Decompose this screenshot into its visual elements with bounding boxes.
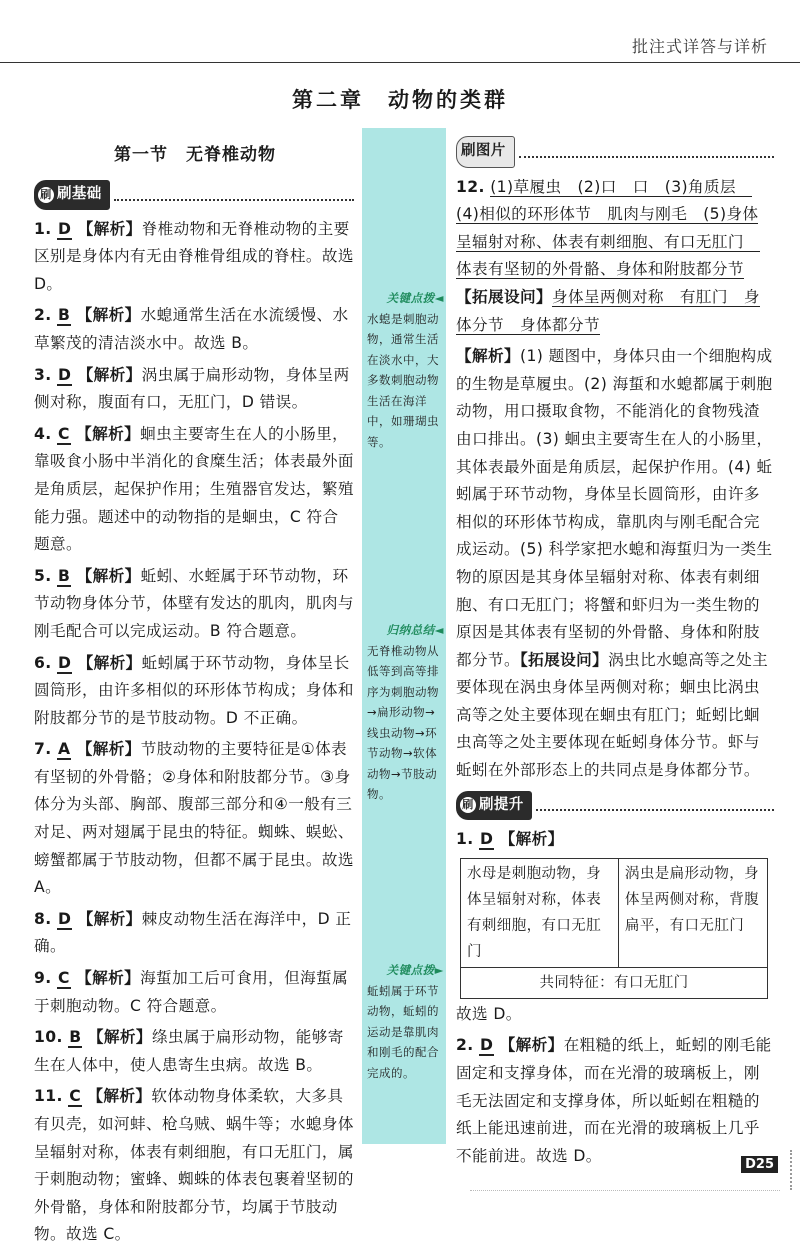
note-body: 无脊椎动物从低等到高等排序为刺胞动物→扁形动物→线虫动物→环节动物→软体动物→节肢动物。 [367, 643, 439, 801]
analysis-text: 蚯蚓属于环节动物，身体呈长圆筒形，由许多相似的环形体节构成；身体和附肢都分节的是节肢动物。D 不正确。 [34, 653, 354, 727]
answer-item [34, 906, 354, 961]
answer-letter: C [57, 424, 70, 443]
note-heading: 关键点拨 [386, 291, 435, 305]
analysis-text: 蚯蚓、水蛭属于环节动物，环节动物身体分节，体壁有发达的肌肉，肌肉与刚毛配合可以完成运动。B 符合题意。 [34, 566, 354, 640]
comparison-table [460, 858, 768, 999]
extension-tag: 【拓展设问】 [519, 650, 609, 669]
footer-rule [470, 1190, 780, 1191]
left-answer-list [34, 216, 354, 1249]
page-number: D25 [741, 1156, 778, 1173]
answer-item [34, 736, 354, 902]
analysis-text: 海蜇加工后可食用，但海蜇属于刺胞动物。C 符合题意。 [34, 969, 349, 1015]
table-cell-left: 水母是刺胞动物，身体呈辐射对称，体表有刺细胞，有口无肛门 [461, 858, 619, 967]
q12-analysis [456, 343, 774, 785]
analysis-text: 蛔虫主要寄生在人的小肠里，靠吸食小肠中半消化的食糜生活；体表最外面是角质层，起保护作用；生殖器官发达，繁殖能力强。题述中的动物指的是蛔虫，C 符合题意。 [34, 424, 354, 554]
analysis-tag: 【解析】 [499, 830, 564, 849]
question-number: 2. [456, 1036, 474, 1055]
arrow-left-icon: ◄ [434, 291, 444, 305]
analysis-text: 涡虫属于扁形动物，身体呈两侧对称，腹面有口，无肛门，D 错误。 [34, 365, 350, 412]
right-column [456, 136, 774, 1174]
note-body: 蚯蚓属于环节动物，蚯蚓的运动是靠肌肉和刚毛的配合完成的。 [367, 983, 439, 1080]
q12-answer [456, 174, 774, 340]
answer-item [34, 302, 354, 357]
answer-letter: D [57, 365, 72, 384]
badge-label: 刷基础 [57, 186, 102, 202]
analysis-tag: 【解析】 [76, 566, 141, 585]
analysis-text: 节肢动物的主要特征是①体表有坚韧的外骨骼；②身体和附肢都分节。③身体分为头部、胸部、腹部三部分和④一般有三对足、两对翅属于昆虫的特征。蜘蛛、蜈蚣、螃蟹都属于节肢动物，但都不属于昆虫。故选 A。 [34, 740, 354, 897]
advance-q2 [456, 1032, 774, 1170]
analysis-tag: 【解析】 [77, 365, 142, 384]
answer-letter: D [479, 1036, 494, 1055]
section-title: 第一节 无脊椎动物 [114, 145, 276, 165]
analysis-tag: 【解析】 [87, 1087, 152, 1106]
header-rule [0, 62, 800, 63]
page-corner-decoration [778, 1150, 792, 1190]
analysis-tag: 【解析】 [77, 653, 142, 672]
answer-letter: B [57, 566, 71, 585]
answer-letter: B [69, 1028, 82, 1047]
analysis-text: (1) 题图中，身体只由一个细胞构成的生物是草履虫。(2) 海蜇和水螅都属于刺胞动物，用口摄取食物，不能消化的食物残渣由口排出。(3) 蛔虫主要寄生在人的小肠里，其体表最外面是角质层，起保护作用。(4) 蚯蚓属于环节动物，身体呈长圆筒形，由许多相似的环形体节构成，靠肌肉与刚毛配合完成运动。(5) 科学家把水螅和海蜇归为一类生物的原因是其身体呈辐射对称、体表有刺细胞、有口无肛门；将蟹和虾归为一类生物的原因是其体表有坚韧的外骨骼、身体和附肢都分节。 [456, 347, 773, 669]
answer-item [34, 362, 354, 417]
extension-answer: 身体呈两侧对称 有肛门 身体分节 身体都分节 [456, 287, 760, 334]
question-number: 11. [34, 1087, 63, 1106]
answer-text: (1)草履虫 (2)口 口 (3)角质层 (4)相似的环形体节 肌肉与刚毛 (5)身体呈辐射对称、体表有刺细胞、有口无肛门 体表有坚韧的外骨骼、身体和附肢都分节 [456, 177, 760, 279]
badge-advance [456, 791, 774, 821]
chapter-title: 第二章 动物的类群 [292, 88, 508, 112]
answer-letter: C [57, 969, 70, 988]
question-number: 9. [34, 969, 52, 988]
dotted-divider [519, 146, 774, 158]
brush-icon: 刷 [460, 797, 476, 813]
left-column [34, 174, 354, 1253]
answer-conclusion: 故选 D。 [456, 1004, 522, 1023]
analysis-text: 在粗糙的纸上，蚯蚓的刚毛能固定和支撑身体，而在光滑的玻璃板上，刚毛无法固定和支撑身体，所以蚯蚓在粗糙的纸上能迅速前进，而在光滑的玻璃板上几乎不能前进。故选 D。 [456, 1036, 772, 1165]
answer-letter: A [57, 740, 71, 759]
arrow-right-icon: ► [434, 963, 444, 977]
arrow-left-icon: ◄ [434, 623, 444, 637]
table-cell-right: 涡虫是扁形动物，身体呈两侧对称，背腹扁平，有口无肛门 [618, 858, 767, 967]
answer-item [34, 1083, 354, 1249]
analysis-text: 绦虫属于扁形动物，能够寄生在人体中，使人患寄生虫病。故选 B。 [34, 1028, 344, 1074]
answer-item [34, 1024, 354, 1079]
extension-analysis: 涡虫比水螅高等之处主要体现在涡虫身体呈两侧对称；蛔虫比涡虫高等之处主要体现在蛔虫有肛门；蚯蚓比蛔虫高等之处主要体现在蚯蚓身体分节。虾与蚯蚓在外部形态上的共同点是身体都分节。 [456, 650, 769, 780]
analysis-tag: 【解析】 [76, 306, 141, 325]
question-number: 4. [34, 424, 52, 443]
analysis-text: 棘皮动物生活在海洋中，D 正确。 [34, 909, 352, 956]
margin-note-3 [362, 960, 446, 1083]
note-heading: 关键点拨 [386, 963, 435, 977]
answer-item [34, 563, 354, 646]
note-body: 水螅是刺胞动物，通常生活在淡水中，大多数刺胞动物生活在海洋中，如珊瑚虫等。 [367, 311, 439, 449]
answer-letter: D [57, 219, 72, 238]
analysis-tag: 【解析】 [77, 909, 142, 928]
analysis-tag: 【解析】 [76, 740, 141, 759]
question-number: 1. [456, 830, 474, 849]
analysis-text: 水螅通常生活在水流缓慢、水草繁茂的清洁淡水中。故选 B。 [34, 306, 349, 352]
answer-letter: C [69, 1087, 82, 1106]
question-number: 6. [34, 653, 52, 672]
answer-item [34, 965, 354, 1020]
question-number: 8. [34, 909, 52, 928]
analysis-text: 脊椎动物和无脊椎动物的主要区别是身体内有无由脊椎骨组成的脊柱。故选 D。 [34, 219, 354, 293]
note-heading: 归纳总结 [386, 623, 435, 637]
answer-letter: B [57, 306, 71, 325]
analysis-text: 软体动物身体柔软，大多具有贝壳，如河蚌、枪乌贼、蜗牛等；水螅身体呈辐射对称，体表有刺细胞，有口无肛门，属于刺胞动物；蜜蜂、蜘蛛的体表包裹着坚韧的外骨骼，身体和附肢都分节，均属于节肢动物。故选 C。 [34, 1087, 354, 1244]
question-number: 10. [34, 1028, 63, 1047]
analysis-tag: 【解析】 [76, 969, 141, 988]
analysis-tag: 【解析】 [456, 347, 520, 366]
badge-pics [456, 136, 774, 168]
margin-note-2 [362, 620, 446, 805]
extension-tag: 【拓展设问】 [456, 287, 552, 306]
question-number: 2. [34, 306, 52, 325]
answer-item [34, 421, 354, 559]
header-title: 批注式详答与详析 [631, 37, 768, 56]
question-number: 5. [34, 566, 52, 585]
badge-label: 刷图片 [461, 143, 506, 159]
analysis-tag: 【解析】 [499, 1036, 564, 1055]
badge-basic [34, 180, 354, 210]
advance-q1 [456, 826, 774, 1028]
question-number: 1. [34, 219, 52, 238]
brush-icon: 刷 [38, 187, 54, 203]
analysis-tag: 【解析】 [77, 219, 142, 238]
question-number: 12. [456, 177, 485, 196]
question-number: 7. [34, 740, 52, 759]
answer-letter: D [57, 909, 72, 928]
answer-item [34, 216, 354, 299]
answer-letter: D [479, 830, 494, 849]
analysis-tag: 【解析】 [87, 1028, 152, 1047]
badge-label: 刷提升 [479, 796, 524, 813]
margin-note-1 [362, 288, 446, 452]
answer-item [34, 650, 354, 733]
dotted-divider [114, 189, 354, 201]
analysis-tag: 【解析】 [76, 424, 141, 443]
question-number: 3. [34, 365, 52, 384]
dotted-divider [536, 799, 774, 811]
table-cell-common: 共同特征：有口无肛门 [461, 967, 768, 998]
answer-letter: D [57, 653, 72, 672]
